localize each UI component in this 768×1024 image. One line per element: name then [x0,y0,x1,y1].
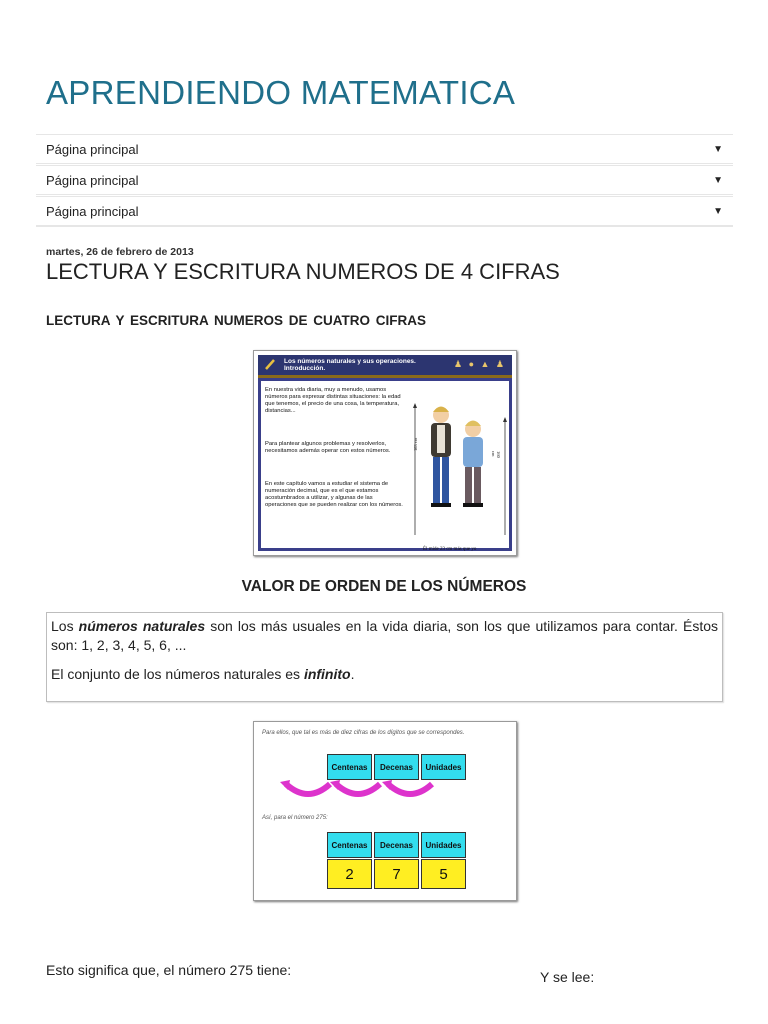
intro-paragraph-2: Para plantear algunos problemas y resolverlos, necesitamos además operar con estos números. [265,441,391,454]
header-unidades: Unidades [421,832,466,858]
image-content [258,378,512,551]
example-note: Así, para el número 275: [262,815,328,821]
place-value-headers-top [327,754,468,780]
intro-paragraph-1: En nuestra vida diaria, muy a menudo, usamos números para expresar distintas situaciones: la edad que tenemos, el precio de una cosa, la temperatura, distancias... [265,387,401,414]
definition-box [46,612,723,702]
header-centenas: Centenas [327,832,372,858]
digit-unidades: 5 [421,859,466,889]
header-unidades: Unidades [421,754,466,780]
chevron-down-icon[interactable]: ▼ [713,205,723,217]
digit-centenas: 2 [327,859,372,889]
image-header-bar [258,355,512,378]
height-label-tall: 183 cm [413,437,418,451]
image-caption: Él mide 23 cm más que yo [423,547,477,552]
place-value-headers-bottom [327,832,468,858]
two-men-illustration [409,395,509,545]
explanation-text: Esto significa que, el número 275 tiene: [46,962,292,978]
section-heading: VALOR DE ORDEN DE LOS NÚMEROS [241,578,527,595]
definition-paragraph-2: El conjunto de los números naturales es infinito. [51,666,355,682]
post-date: martes, 26 de febrero de 2013 [46,246,194,258]
shift-arrows [280,778,460,802]
blog-title[interactable]: APRENDIENDO MATEMATICA [46,74,516,111]
pencil-icon [264,358,276,371]
reading-label: Y se lee: [540,969,595,985]
nav-item-label: Página principal [46,172,139,188]
post-subtitle: LECTURA Y ESCRITURA NUMEROS DE CUATRO CIFRAS [46,313,427,328]
chevron-down-icon[interactable]: ▼ [713,174,723,186]
post-title[interactable]: LECTURA Y ESCRITURA NUMEROS DE 4 CIFRAS [46,259,560,284]
header-decenas: Decenas [374,754,419,780]
image-title: Para ellos, que tal es más de diez cifras de los dígitos que se correspondes. [262,730,465,736]
intro-paragraph-3: En este capítulo vamos a estudiar el sistema de numeración decimal, que es el que estamos acostumbrados a utilizar, y algunas de las operaciones que se pueden realizar con los números. [265,481,403,508]
place-value-image[interactable] [253,721,517,901]
intro-image[interactable] [253,350,517,556]
nav-dropdown-3[interactable] [36,196,733,226]
nav-item-label: Página principal [46,203,139,219]
nav-dropdown-1[interactable] [36,134,733,164]
nav-dropdown-2[interactable] [36,165,733,195]
header-decenas: Decenas [374,832,419,858]
chevron-down-icon[interactable]: ▼ [713,143,723,155]
image-header-text: Los números naturales y sus operaciones. Introducción. [284,358,416,372]
divider [36,226,733,227]
definition-paragraph-1: Los números naturales son los más usuales en la vida diaria, son los que utilizamos para contar. Éstos son: 1, 2, 3, 4, 5, 6, ... [51,618,719,653]
header-centenas: Centenas [327,754,372,780]
nav-item-label: Página principal [46,141,139,157]
place-value-digits [327,859,468,889]
page-navigation [36,134,733,227]
toolbar-icons: ♟ ● ▲ ♟ [454,359,506,369]
height-label-short: 160 cm [491,451,501,458]
digit-decenas: 7 [374,859,419,889]
